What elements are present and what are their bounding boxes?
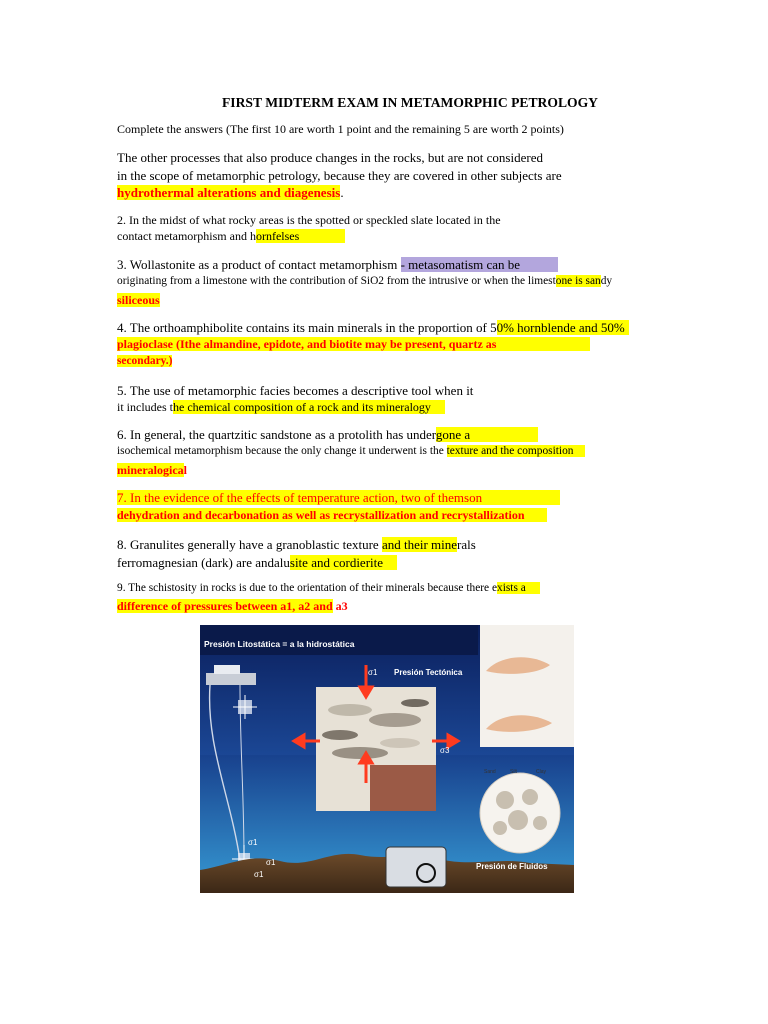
sigma1-label-c: σ1 <box>254 870 264 879</box>
q3-text-3: dy <box>600 275 613 287</box>
q5-line-1: 5. The use of metamorphic facies becomes a descriptive tool when it <box>117 383 474 398</box>
q7-line-2 <box>117 509 547 521</box>
q3-answer-siliceous: siliceous <box>117 293 160 307</box>
thin-section-icon <box>386 847 446 887</box>
sigma1-label-a: σ1 <box>248 838 258 847</box>
q8-answer-part-2: site and cordierite <box>290 555 397 570</box>
grain-label-clay: Clay <box>536 769 547 775</box>
q7-answer: dehydration and decarbonation as well as recrystallization and recrystallization <box>117 508 547 522</box>
q1-line-3 <box>117 186 344 199</box>
q1-answer: hydrothermal alterations and diagenesis <box>117 185 341 200</box>
sigma1-label-b: σ1 <box>266 858 276 867</box>
q6-answer-part-2: texture and the composition <box>447 445 586 457</box>
q9-line-1 <box>117 583 540 594</box>
q6-line-1 <box>117 428 538 441</box>
q9-answer-part-2: difference of pressures between a1, a2 and <box>117 599 333 613</box>
q6-text-2: isochemical metamorphism because the only change it underwent is the <box>117 445 447 457</box>
q8-text-2: rals <box>457 537 476 552</box>
q6-answer-part-3: mineralogica <box>117 463 184 477</box>
q3-text: 3. Wollastonite as a product of contact metamorphism <box>117 257 401 272</box>
q9-answer-part-1: xists a <box>497 582 540 594</box>
q2-line-1: 2. In the midst of what rocky areas is the spotted or speckled slate located in the <box>117 213 501 227</box>
q3-line-1 <box>117 258 558 271</box>
grain-label-sand: Sand <box>484 769 496 775</box>
q3-line-2 <box>117 276 612 287</box>
q8-line-1 <box>117 538 476 551</box>
q4-text: 4. The orthoamphibolite contains its main minerals in the proportion of 5 <box>117 320 497 335</box>
tectonic-label: Presión Tectónica <box>394 668 463 677</box>
q4-line-1 <box>117 321 629 334</box>
q7-question: 7. In the evidence of the effects of temperature action, two of themson <box>117 490 560 505</box>
q8-text: 8. Granulites generally have a granoblastic texture <box>117 537 382 552</box>
q5-line-2 <box>117 401 445 413</box>
ship-cabin <box>214 665 240 674</box>
q2-text: contact metamorphism and h <box>117 229 256 243</box>
q3-answer-part-2: one is san <box>555 275 601 287</box>
pressure-diagram <box>200 625 574 893</box>
q6-answer-end: l <box>183 463 187 477</box>
q1-line-2: in the scope of metamorphic petrology, because they are covered in other subjects are <box>117 168 562 183</box>
figure-header: Presión Litostática = a la hidrostática <box>204 639 355 649</box>
q2-line-2 <box>117 230 345 242</box>
instructions: Complete the answers (The first 10 are worth 1 point and the remaining 5 are worth 2 points) <box>117 122 564 136</box>
q8-line-2 <box>117 556 397 569</box>
q4-answer-part-1: 0% hornblende and 50% <box>497 320 629 335</box>
q6-line-3 <box>117 464 187 476</box>
rock-sample-red <box>370 765 436 811</box>
q3-text-2: originating from a limestone with the contribution of SiO2 from the intrusive or when the limest <box>117 275 556 287</box>
q4-line-2 <box>117 338 590 350</box>
q5-text: it includes t <box>117 400 173 414</box>
q5-answer: he chemical composition of a rock and its mineralogy <box>173 400 445 414</box>
q1-line-1: The other processes that also produce changes in the rocks, but are not considered <box>117 150 543 165</box>
q4-answer-part-2: plagioclase (Ithe almandine, epidote, and biotite may be present, quartz as <box>117 337 590 351</box>
ship-hull <box>206 673 256 685</box>
q8-answer-part-1: and their mine <box>381 537 458 552</box>
q1-end: . <box>340 185 344 200</box>
grain-label-silt: Silt <box>510 769 517 775</box>
sigma3-label: σ3 <box>440 746 450 755</box>
q2-answer: ornfelses <box>256 229 345 243</box>
page-title: FIRST MIDTERM EXAM IN METAMORPHIC PETROLOGY <box>222 95 598 110</box>
q6-text: 6. In general, the quartzitic sandstone as a protolith has under <box>117 427 436 442</box>
q3-answer-part-3 <box>117 294 160 306</box>
sigma1-label: σ1 <box>368 668 378 677</box>
q9-line-2 <box>117 600 348 612</box>
q3-answer-part-1: - metasomatism can be <box>401 257 559 272</box>
q4-answer-part-3: secondary.) <box>117 355 173 367</box>
q4-line-3 <box>117 356 172 367</box>
q9-answer-part-3: a3 <box>332 599 348 613</box>
q6-answer-part-1: gone a <box>436 427 538 442</box>
q7-line-1 <box>117 491 560 504</box>
pressure-figure <box>200 625 574 893</box>
q9-text: 9. The schistosity in rocks is due to the orientation of their minerals because there e <box>117 582 498 594</box>
q8-text-3: ferromagnesian (dark) are andalu <box>117 555 290 570</box>
fluids-label: Presión de Fluidos <box>476 862 548 871</box>
q6-line-2 <box>117 446 585 457</box>
